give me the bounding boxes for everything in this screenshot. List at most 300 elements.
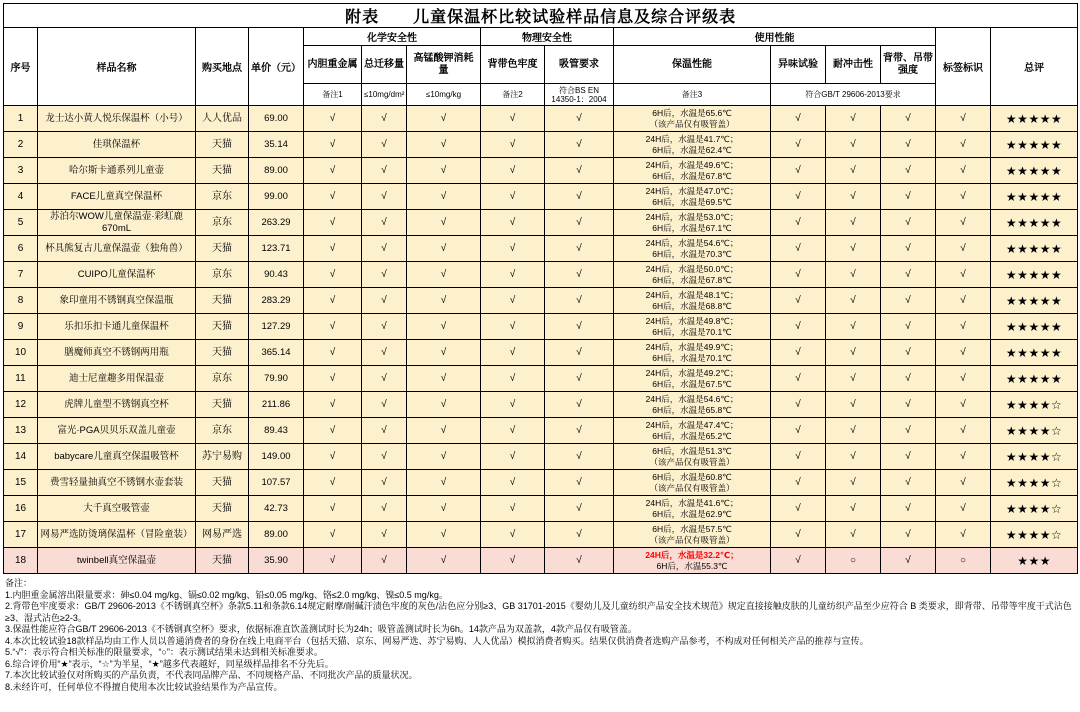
odor-result-cell: √ (771, 184, 826, 210)
overall-rating-cell: ★★★★☆ (991, 496, 1078, 522)
label-result-cell: √ (936, 340, 991, 366)
strap-fastness-result-cell: √ (481, 158, 545, 184)
odor-result-cell: √ (771, 444, 826, 470)
overall-rating-cell: ★★★★★ (991, 236, 1078, 262)
odor-result-cell: √ (771, 340, 826, 366)
sample-name-cell: 象印童用不锈钢真空保温瓶 (38, 288, 196, 314)
price-cell: 35.90 (249, 548, 304, 574)
table-row (4, 158, 1078, 184)
price-cell: 149.00 (249, 444, 304, 470)
odor-result-cell: √ (771, 470, 826, 496)
footnote-line: 6.综合评价用“★”表示，“☆”为半星，“★”越多代表越好，同星级样品排名不分先后。 (5, 658, 334, 669)
label-result-cell: √ (936, 184, 991, 210)
permanganate-result-cell: √ (407, 548, 481, 574)
heavy-metal-result-cell: √ (304, 418, 362, 444)
col-header-odor: 异味试验 (771, 46, 826, 84)
insulation-result-cell (614, 470, 771, 496)
permanganate-result-cell: √ (407, 444, 481, 470)
insulation-line1: 24H后，水温是54.6℃； (645, 393, 739, 404)
table-row (4, 470, 1078, 496)
migration-result-cell: √ (362, 210, 407, 236)
straw-req-result-cell: √ (545, 522, 614, 548)
straw-req-result-cell: √ (545, 496, 614, 522)
price-cell: 123.71 (249, 236, 304, 262)
strap-fastness-result-cell: √ (481, 366, 545, 392)
overall-rating-cell: ★★★★★ (991, 184, 1078, 210)
overall-rating-cell: ★★★★☆ (991, 470, 1078, 496)
odor-result-cell: √ (771, 522, 826, 548)
strap-strength-result-cell: √ (881, 262, 936, 288)
permanganate-result-cell: √ (407, 340, 481, 366)
row-number-cell: 6 (4, 236, 38, 262)
label-result-cell: √ (936, 522, 991, 548)
table-row (4, 366, 1078, 392)
table-row (4, 392, 1078, 418)
purchase-place-cell: 苏宁易购 (196, 444, 249, 470)
col-header-impact: 耐冲击性 (826, 46, 881, 84)
table-row (4, 106, 1078, 132)
footnote-line: 5.“√”：表示符合相关标准的限量要求，“○”：表示测试结果未达到相关标准要求。 (5, 647, 323, 657)
price-cell: 99.00 (249, 184, 304, 210)
strap-strength-result-cell: √ (881, 184, 936, 210)
permanganate-result-cell: √ (407, 392, 481, 418)
strap-fastness-result-cell: √ (481, 210, 545, 236)
row-number-cell: 13 (4, 418, 38, 444)
permanganate-result-cell: √ (407, 418, 481, 444)
purchase-place-cell: 天猫 (196, 470, 249, 496)
strap-strength-result-cell: √ (881, 496, 936, 522)
overall-rating-cell: ★★★★☆ (991, 418, 1078, 444)
purchase-place-cell: 天猫 (196, 548, 249, 574)
price-cell: 107.57 (249, 470, 304, 496)
purchase-place-cell: 天猫 (196, 132, 249, 158)
strap-fastness-result-cell: √ (481, 184, 545, 210)
sample-name-cell: twinbell真空保温壶 (38, 548, 196, 574)
table-row (4, 184, 1078, 210)
heavy-metal-result-cell: √ (304, 184, 362, 210)
row-number-cell: 14 (4, 444, 38, 470)
row-number-cell: 8 (4, 288, 38, 314)
heavy-metal-result-cell: √ (304, 106, 362, 132)
insulation-line1: 24H后，水温是41.6℃； (645, 497, 739, 508)
purchase-place-cell: 人人优品 (196, 106, 249, 132)
heavy-metal-result-cell: √ (304, 340, 362, 366)
footnote-line: 1.内胆重金属溶出限量要求：砷≤0.04 mg/kg、镉≤0.02 mg/kg、铅≤0.05 mg/kg、铬≤2.0 mg/kg、镍≤0.5 mg/kg。 (5, 589, 448, 600)
label-result-cell: √ (936, 470, 991, 496)
odor-result-cell: √ (771, 314, 826, 340)
price-cell: 89.43 (249, 418, 304, 444)
migration-result-cell: √ (362, 470, 407, 496)
strap-fastness-result-cell: √ (481, 340, 545, 366)
migration-result-cell: √ (362, 340, 407, 366)
insulation-line2: 6H后，水温是67.5℃ (652, 378, 732, 389)
group-header-usage: 使用性能 (614, 28, 936, 46)
overall-rating-cell: ★★★★★ (991, 210, 1078, 236)
overall-rating-cell: ★★★★★ (991, 158, 1078, 184)
req-usage-rest: 符合GB/T 29606-2013要求 (771, 84, 936, 106)
insulation-result-cell (614, 184, 771, 210)
row-number-cell: 4 (4, 184, 38, 210)
strap-fastness-result-cell: √ (481, 236, 545, 262)
strap-strength-result-cell: √ (881, 444, 936, 470)
sample-name-cell: babycare儿童真空保温吸管杯 (38, 444, 196, 470)
req-straw-req: 符合BS EN 14350-1：2004 (545, 84, 614, 106)
heavy-metal-result-cell: √ (304, 314, 362, 340)
price-cell: 69.00 (249, 106, 304, 132)
strap-strength-result-cell: √ (881, 132, 936, 158)
strap-strength-result-cell: √ (881, 418, 936, 444)
req-permanganate: ≤10mg/kg (407, 84, 481, 106)
impact-result-cell: ○ (826, 548, 881, 574)
straw-req-result-cell: √ (545, 470, 614, 496)
strap-fastness-result-cell: √ (481, 418, 545, 444)
footnote-line: 7.本次比较试验仅对所购买的产品负责，不代表同品牌产品、不同规格产品、不同批次产品的质量状况。 (5, 670, 418, 680)
row-number-cell: 5 (4, 210, 38, 236)
odor-result-cell: √ (771, 236, 826, 262)
migration-result-cell: √ (362, 366, 407, 392)
insulation-line2: 6H后，水温是67.8℃ (652, 170, 732, 181)
price-cell: 365.14 (249, 340, 304, 366)
impact-result-cell: √ (826, 522, 881, 548)
insulation-line2: 6H后，水温55.3℃ (656, 560, 728, 571)
impact-result-cell: √ (826, 158, 881, 184)
insulation-result-cell (614, 106, 771, 132)
footnote-line: 4.本次比较试验18款样品均由工作人员以普通消费者的身份在线上电商平台（包括天猫、京东、网易严选、苏宁易购、人人优品）模拟消费者购买。结果仅供消费者选购产品参考，不构成对任何相关产品的推荐与宣传。 (5, 635, 869, 646)
purchase-place-cell: 京东 (196, 210, 249, 236)
insulation-result-cell (614, 262, 771, 288)
insulation-result-cell (614, 236, 771, 262)
insulation-result-cell (614, 210, 771, 236)
purchase-place-cell: 天猫 (196, 340, 249, 366)
col-header-straw-req: 吸管要求 (545, 46, 614, 84)
table-row (4, 496, 1078, 522)
insulation-line2: 6H后，水温是67.8℃ (652, 274, 732, 285)
footnotes (5, 578, 1075, 693)
label-result-cell: √ (936, 444, 991, 470)
label-result-cell: √ (936, 288, 991, 314)
strap-strength-result-cell: √ (881, 236, 936, 262)
straw-req-result-cell: √ (545, 132, 614, 158)
req-migration: ≤10mg/dm² (362, 84, 407, 106)
strap-fastness-result-cell: √ (481, 548, 545, 574)
strap-strength-result-cell: √ (881, 522, 936, 548)
permanganate-result-cell: √ (407, 366, 481, 392)
strap-fastness-result-cell: √ (481, 288, 545, 314)
heavy-metal-result-cell: √ (304, 158, 362, 184)
price-cell: 79.90 (249, 366, 304, 392)
purchase-place-cell: 京东 (196, 418, 249, 444)
req-strap-fastness: 备注2 (481, 84, 545, 106)
insulation-result-cell (614, 288, 771, 314)
odor-result-cell: √ (771, 548, 826, 574)
insulation-line2: （该产品仅有吸管盖） (649, 118, 735, 129)
footnote-line: 2.背带色牢度要求：GB/T 29606-2013《不锈钢真空杯》条款5.11和条款6.14规定耐摩/耐碱汗渍色牢度的灰色/沾色应分别≥3、GB 31701-2015《婴幼儿及儿童纺织产品安全技术规范》规定直接接触皮肤的儿童纺织产品至少应符合 B 类要求，即背带、吊带等牢度干式沾色≥3、湿式沾色≥2-3。 (5, 601, 1072, 623)
col-header-place: 购买地点 (196, 28, 249, 106)
overall-rating-cell: ★★★★★ (991, 340, 1078, 366)
sample-name-cell: 乐扣乐扣卡通儿童保温杯 (38, 314, 196, 340)
col-header-name: 样品名称 (38, 28, 196, 106)
impact-result-cell: √ (826, 210, 881, 236)
table-row (4, 262, 1078, 288)
overall-rating-cell: ★★★★★ (991, 132, 1078, 158)
sample-name-cell: 网易严选防烫璃保温杯（冒险童装） (38, 522, 196, 548)
migration-result-cell: √ (362, 262, 407, 288)
insulation-result-cell (614, 548, 771, 574)
strap-fastness-result-cell: √ (481, 132, 545, 158)
table-row (4, 418, 1078, 444)
label-result-cell: √ (936, 392, 991, 418)
insulation-line2: 6H后，水温是70.1℃ (652, 326, 732, 337)
impact-result-cell: √ (826, 418, 881, 444)
insulation-line2: （该产品仅有吸管盖） (649, 456, 735, 467)
strap-strength-result-cell: √ (881, 366, 936, 392)
strap-strength-result-cell: √ (881, 314, 936, 340)
group-header-physical: 物理安全性 (481, 28, 614, 46)
col-header-label: 标签标识 (936, 28, 991, 106)
label-result-cell: √ (936, 210, 991, 236)
impact-result-cell: √ (826, 496, 881, 522)
purchase-place-cell: 京东 (196, 184, 249, 210)
strap-fastness-result-cell: √ (481, 314, 545, 340)
row-number-cell: 15 (4, 470, 38, 496)
purchase-place-cell: 京东 (196, 366, 249, 392)
strap-fastness-result-cell: √ (481, 496, 545, 522)
migration-result-cell: √ (362, 184, 407, 210)
purchase-place-cell: 天猫 (196, 496, 249, 522)
group-header-chemical: 化学安全性 (304, 28, 481, 46)
heavy-metal-result-cell: √ (304, 548, 362, 574)
straw-req-result-cell: √ (545, 314, 614, 340)
insulation-line2: （该产品仅有吸管盖） (649, 534, 735, 545)
migration-result-cell: √ (362, 158, 407, 184)
straw-req-result-cell: √ (545, 392, 614, 418)
odor-result-cell: √ (771, 392, 826, 418)
heavy-metal-result-cell: √ (304, 288, 362, 314)
heavy-metal-result-cell: √ (304, 392, 362, 418)
impact-result-cell: √ (826, 132, 881, 158)
table-row (4, 132, 1078, 158)
row-number-cell: 3 (4, 158, 38, 184)
heavy-metal-result-cell: √ (304, 366, 362, 392)
straw-req-result-cell: √ (545, 262, 614, 288)
permanganate-result-cell: √ (407, 106, 481, 132)
permanganate-result-cell: √ (407, 288, 481, 314)
purchase-place-cell: 京东 (196, 262, 249, 288)
insulation-line1: 24H后，水温是49.2℃； (645, 367, 739, 378)
table-body (4, 106, 1078, 574)
sample-name-cell: FACE儿童真空保温杯 (38, 184, 196, 210)
price-cell: 89.00 (249, 158, 304, 184)
migration-result-cell: √ (362, 496, 407, 522)
overall-rating-cell: ★★★★★ (991, 288, 1078, 314)
row-number-cell: 11 (4, 366, 38, 392)
odor-result-cell: √ (771, 262, 826, 288)
strap-strength-result-cell: √ (881, 340, 936, 366)
migration-result-cell: √ (362, 236, 407, 262)
straw-req-result-cell: √ (545, 106, 614, 132)
heavy-metal-result-cell: √ (304, 496, 362, 522)
insulation-line1: 24H后，水温是49.8℃； (645, 315, 739, 326)
impact-result-cell: √ (826, 470, 881, 496)
label-result-cell: √ (936, 496, 991, 522)
strap-strength-result-cell: √ (881, 210, 936, 236)
col-header-migration: 总迁移量 (362, 46, 407, 84)
migration-result-cell: √ (362, 314, 407, 340)
impact-result-cell: √ (826, 392, 881, 418)
straw-req-result-cell: √ (545, 548, 614, 574)
straw-req-result-cell: √ (545, 184, 614, 210)
price-cell: 42.73 (249, 496, 304, 522)
insulation-line1: 24H后，水温是49.9℃； (645, 341, 739, 352)
row-number-cell: 1 (4, 106, 38, 132)
sample-name-cell: 迪士尼童趣多用保温壶 (38, 366, 196, 392)
impact-result-cell: √ (826, 236, 881, 262)
odor-result-cell: √ (771, 366, 826, 392)
impact-result-cell: √ (826, 184, 881, 210)
impact-result-cell: √ (826, 444, 881, 470)
purchase-place-cell: 天猫 (196, 158, 249, 184)
col-header-overall: 总评 (991, 28, 1078, 106)
overall-rating-cell: ★★★★☆ (991, 392, 1078, 418)
purchase-place-cell: 网易严选 (196, 522, 249, 548)
heavy-metal-result-cell: √ (304, 132, 362, 158)
overall-rating-cell: ★★★★☆ (991, 522, 1078, 548)
col-header-insulation: 保温性能 (614, 46, 771, 84)
table-row (4, 210, 1078, 236)
purchase-place-cell: 天猫 (196, 314, 249, 340)
sample-name-cell: 膳魔师真空不锈钢两用瓶 (38, 340, 196, 366)
col-header-heavy-metal: 内胆重金属 (304, 46, 362, 84)
insulation-line1: 24H后，水温是49.6℃； (645, 159, 739, 170)
insulation-line2: 6H后，水温是68.8℃ (652, 300, 732, 311)
insulation-line1: 6H后，水温是65.6℃ (652, 107, 732, 118)
straw-req-result-cell: √ (545, 366, 614, 392)
strap-fastness-result-cell: √ (481, 444, 545, 470)
sample-name-cell: 佳琪保温杯 (38, 132, 196, 158)
permanganate-result-cell: √ (407, 236, 481, 262)
impact-result-cell: √ (826, 288, 881, 314)
impact-result-cell: √ (826, 262, 881, 288)
insulation-line1: 6H后，水温是57.5℃ (652, 523, 732, 534)
odor-result-cell: √ (771, 496, 826, 522)
insulation-line2: 6H后，水温是65.8℃ (652, 404, 732, 415)
label-result-cell: ○ (936, 548, 991, 574)
sample-name-cell: 费雪轻量抽真空不锈钢水壶套装 (38, 470, 196, 496)
insulation-line1: 24H后，水温是47.4℃； (645, 419, 739, 430)
row-number-cell: 18 (4, 548, 38, 574)
label-result-cell: √ (936, 366, 991, 392)
migration-result-cell: √ (362, 132, 407, 158)
sample-name-cell: 苏泊尔WOW儿童保温壶·彩虹鹿670mL (38, 210, 196, 236)
heavy-metal-result-cell: √ (304, 522, 362, 548)
permanganate-result-cell: √ (407, 314, 481, 340)
row-number-cell: 12 (4, 392, 38, 418)
odor-result-cell: √ (771, 288, 826, 314)
insulation-line1: 6H后，水温是51.3℃ (652, 445, 732, 456)
insulation-line2: 6H后，水温是70.1℃ (652, 352, 732, 363)
purchase-place-cell: 天猫 (196, 392, 249, 418)
permanganate-result-cell: √ (407, 496, 481, 522)
label-result-cell: √ (936, 236, 991, 262)
strap-fastness-result-cell: √ (481, 470, 545, 496)
price-cell: 89.00 (249, 522, 304, 548)
req-insulation: 备注3 (614, 84, 771, 106)
purchase-place-cell: 天猫 (196, 288, 249, 314)
heavy-metal-result-cell: √ (304, 236, 362, 262)
insulation-line1: 24H后，水温是53.0℃； (645, 211, 739, 222)
overall-rating-cell: ★★★★★ (991, 106, 1078, 132)
permanganate-result-cell: √ (407, 158, 481, 184)
insulation-line2: 6H后，水温是67.1℃ (652, 222, 732, 233)
straw-req-result-cell: √ (545, 158, 614, 184)
footnote-line: 8.未经许可，任何单位不得擅自使用本次比较试验结果作为产品宣传。 (5, 681, 283, 692)
sample-name-cell: 富光·PGA贝贝乐双盖儿童壶 (38, 418, 196, 444)
strap-strength-result-cell: √ (881, 470, 936, 496)
table-row (4, 288, 1078, 314)
straw-req-result-cell: √ (545, 340, 614, 366)
insulation-result-cell (614, 314, 771, 340)
odor-result-cell: √ (771, 210, 826, 236)
row-number-cell: 2 (4, 132, 38, 158)
insulation-result-cell (614, 366, 771, 392)
odor-result-cell: √ (771, 106, 826, 132)
row-number-cell: 17 (4, 522, 38, 548)
page-title: 附表 儿童保温杯比较试验样品信息及综合评级表 (4, 4, 1078, 28)
strap-fastness-result-cell: √ (481, 106, 545, 132)
col-header-permanganate: 高锰酸钾消耗量 (407, 46, 481, 84)
insulation-line2: （该产品仅有吸管盖） (649, 482, 735, 493)
strap-strength-result-cell: √ (881, 288, 936, 314)
table-row (4, 522, 1078, 548)
odor-result-cell: √ (771, 132, 826, 158)
insulation-line1: 24H后，水温是47.0℃； (645, 185, 739, 196)
price-cell: 127.29 (249, 314, 304, 340)
permanganate-result-cell: √ (407, 184, 481, 210)
price-cell: 35.14 (249, 132, 304, 158)
strap-strength-result-cell: √ (881, 392, 936, 418)
sample-name-cell: 大千真空吸管壶 (38, 496, 196, 522)
strap-strength-result-cell: √ (881, 158, 936, 184)
sample-name-cell: CUIPO儿童保温杯 (38, 262, 196, 288)
footnote-line: 备注： (5, 578, 33, 588)
insulation-line1: 24H后，水温是41.7℃； (645, 133, 739, 144)
col-header-price: 单价（元） (249, 28, 304, 106)
insulation-line2: 6H后，水温是62.4℃ (652, 144, 732, 155)
table-row (4, 236, 1078, 262)
migration-result-cell: √ (362, 444, 407, 470)
col-header-strap-fastness: 背带色牢度 (481, 46, 545, 84)
label-result-cell: √ (936, 106, 991, 132)
rating-table (3, 3, 1078, 574)
permanganate-result-cell: √ (407, 132, 481, 158)
col-header-no: 序号 (4, 28, 38, 106)
strap-fastness-result-cell: √ (481, 522, 545, 548)
sample-name-cell: 杯具熊复古儿童保温壶（独角兽） (38, 236, 196, 262)
price-cell: 211.86 (249, 392, 304, 418)
strap-strength-result-cell: √ (881, 548, 936, 574)
migration-result-cell: √ (362, 392, 407, 418)
heavy-metal-result-cell: √ (304, 444, 362, 470)
price-cell: 90.43 (249, 262, 304, 288)
odor-result-cell: √ (771, 158, 826, 184)
label-result-cell: √ (936, 314, 991, 340)
migration-result-cell: √ (362, 548, 407, 574)
label-result-cell: √ (936, 158, 991, 184)
price-cell: 283.29 (249, 288, 304, 314)
insulation-result-cell (614, 158, 771, 184)
migration-result-cell: √ (362, 418, 407, 444)
insulation-line2: 6H后，水温是69.5℃ (652, 196, 732, 207)
